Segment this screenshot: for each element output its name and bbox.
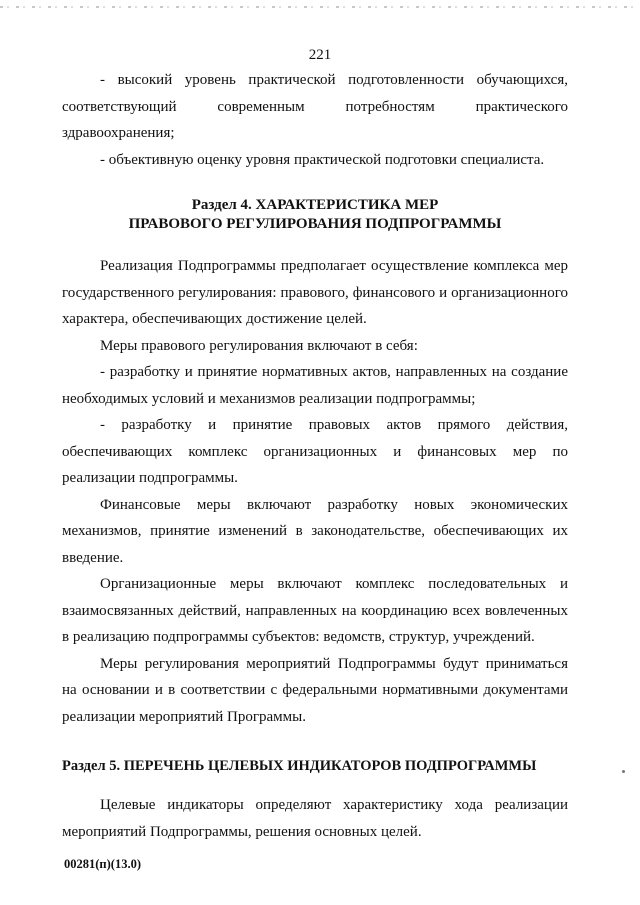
page-number: 221: [308, 47, 332, 63]
section-5-heading: Раздел 5. ПЕРЕЧЕНЬ ЦЕЛЕВЫХ ИНДИКАТОРОВ ПОДПРОГРАММЫ: [62, 758, 537, 774]
scan-speck: [622, 770, 625, 773]
intro-paragraph-2: - объективную оценку уровня практической подготовки специалиста.: [100, 151, 545, 168]
section-5-paragraph-1: Целевые индикаторы определяют характеристику хода реализации мероприятий Подпрограммы, решения основных целей.: [62, 797, 568, 840]
section-4-paragraph-5: Финансовые меры включают разработку новых экономических механизмов, принятие изменений в законодательстве, обеспечивающих их введение.: [62, 496, 568, 566]
section-4-paragraph-2: Меры правового регулирования включают в себя:: [100, 337, 418, 354]
intro-paragraph-1: - высокий уровень практической подготовленности обучающихся, соответствующий современным потребностям практического здравоохранения;: [62, 72, 568, 141]
section-4-paragraph-4: - разработку и принятие правовых актов прямого действия, обеспечивающих комплекс организационных и финансовых мер по реализации подпрограммы.: [62, 417, 568, 486]
section-4-paragraph-7: Меры регулирования мероприятий Подпрограммы будут приниматься на основании и в соответствии с федеральными нормативными документами реализации мероприятий Программы.: [62, 655, 568, 725]
section-4-title-line-2: ПРАВОВОГО РЕГУЛИРОВАНИЯ ПОДПРОГРАММЫ: [128, 216, 502, 232]
document-code: 00281(п)(13.0): [64, 857, 141, 871]
section-4-paragraph-1: Реализация Подпрограммы предполагает осуществление комплекса мер государственного регулирования: правового, финансового и организационного характера, обеспечивающих достижение целей.: [62, 258, 568, 327]
section-4-heading: [62, 196, 568, 234]
section-4-paragraph-3: - разработку и принятие нормативных актов, направленных на создание необходимых условий и механизмов реализации подпрограммы;: [62, 364, 568, 407]
scan-edge-artifact: [0, 6, 640, 8]
document-body: [62, 67, 568, 845]
section-4-title-line-1: Раздел 4. ХАРАКТЕРИСТИКА МЕР: [191, 197, 439, 213]
section-4-paragraph-6: Организационные меры включают комплекс последовательных и взаимосвязанных действий, направленных на координацию всех вовлеченных в реализацию подпрограммы субъектов: ведомств, структур, учреждений.: [62, 576, 568, 645]
